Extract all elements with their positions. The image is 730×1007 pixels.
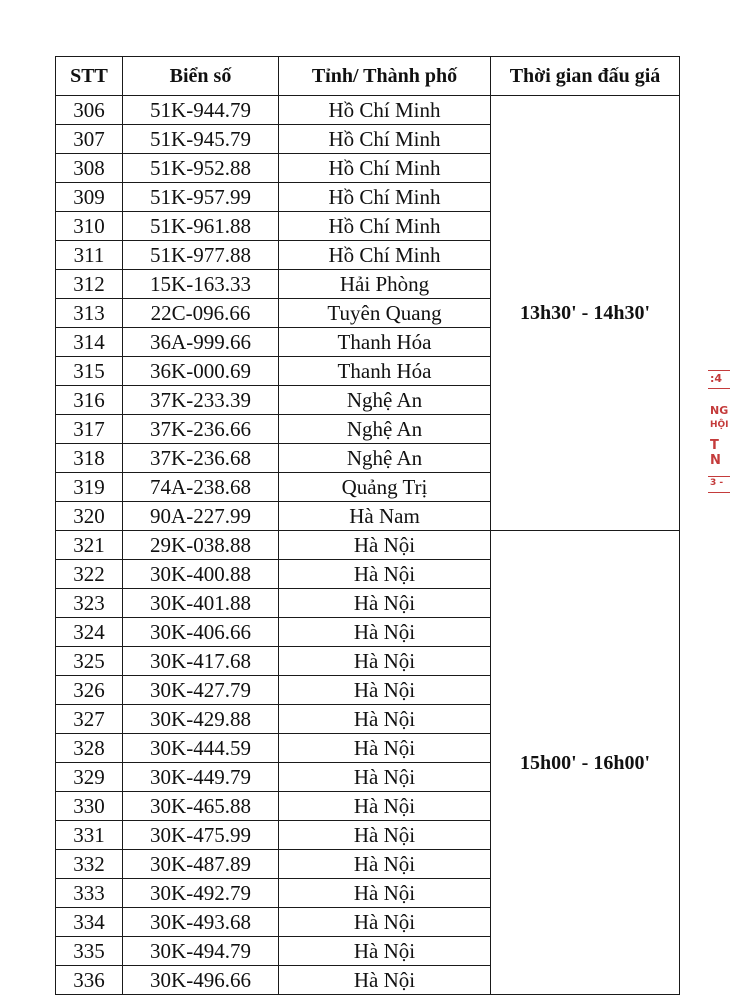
plate-cell: 30K-449.79 [123, 763, 279, 792]
stt-cell: 309 [56, 183, 123, 212]
stt-cell: 335 [56, 937, 123, 966]
plate-cell: 30K-494.79 [123, 937, 279, 966]
stamp-text-3: HỘI [710, 420, 729, 430]
table-row [56, 531, 680, 560]
stt-cell: 316 [56, 386, 123, 415]
province-cell: Hà Nội [279, 531, 491, 560]
plate-cell: 29K-038.88 [123, 531, 279, 560]
plate-cell: 22C-096.66 [123, 299, 279, 328]
plate-cell: 30K-492.79 [123, 879, 279, 908]
plate-cell: 51K-952.88 [123, 154, 279, 183]
province-cell: Hồ Chí Minh [279, 212, 491, 241]
stamp-text-4: T N [710, 438, 721, 468]
stt-cell: 336 [56, 966, 123, 995]
stt-cell: 313 [56, 299, 123, 328]
province-cell: Quảng Trị [279, 473, 491, 502]
stt-cell: 315 [56, 357, 123, 386]
table-body [56, 96, 680, 995]
plate-cell: 51K-944.79 [123, 96, 279, 125]
plate-cell: 30K-400.88 [123, 560, 279, 589]
province-cell: Hà Nội [279, 560, 491, 589]
header-plate: Biển số [123, 57, 279, 96]
province-cell: Hà Nội [279, 763, 491, 792]
province-cell: Hà Nội [279, 647, 491, 676]
plate-cell: 37K-236.68 [123, 444, 279, 473]
plate-cell: 51K-961.88 [123, 212, 279, 241]
auction-time-cell: 13h30' - 14h30' [491, 96, 680, 531]
province-cell: Hà Nội [279, 734, 491, 763]
stt-cell: 320 [56, 502, 123, 531]
stamp-text-2: NG [710, 404, 729, 417]
province-cell: Hà Nội [279, 618, 491, 647]
plate-cell: 15K-163.33 [123, 270, 279, 299]
province-cell: Hà Nội [279, 705, 491, 734]
plate-cell: 51K-957.99 [123, 183, 279, 212]
plate-cell: 30K-429.88 [123, 705, 279, 734]
stt-cell: 333 [56, 879, 123, 908]
plate-cell: 30K-427.79 [123, 676, 279, 705]
province-cell: Thanh Hóa [279, 357, 491, 386]
stamp-text-1: :4 [710, 372, 723, 385]
stt-cell: 321 [56, 531, 123, 560]
stt-cell: 310 [56, 212, 123, 241]
province-cell: Hồ Chí Minh [279, 183, 491, 212]
province-cell: Nghệ An [279, 386, 491, 415]
province-cell: Nghệ An [279, 444, 491, 473]
plate-cell: 30K-493.68 [123, 908, 279, 937]
header-stt: STT [56, 57, 123, 96]
plate-cell: 51K-977.88 [123, 241, 279, 270]
plate-cell: 37K-236.66 [123, 415, 279, 444]
stt-cell: 329 [56, 763, 123, 792]
stt-cell: 334 [56, 908, 123, 937]
stt-cell: 319 [56, 473, 123, 502]
stt-cell: 328 [56, 734, 123, 763]
province-cell: Hà Nội [279, 792, 491, 821]
stt-cell: 312 [56, 270, 123, 299]
province-cell: Hà Nội [279, 589, 491, 618]
stt-cell: 327 [56, 705, 123, 734]
province-cell: Hà Nội [279, 937, 491, 966]
plate-cell: 30K-475.99 [123, 821, 279, 850]
plate-cell: 30K-444.59 [123, 734, 279, 763]
province-cell: Thanh Hóa [279, 328, 491, 357]
stt-cell: 308 [56, 154, 123, 183]
plate-cell: 30K-496.66 [123, 966, 279, 995]
stt-cell: 311 [56, 241, 123, 270]
province-cell: Hà Nội [279, 821, 491, 850]
province-cell: Hà Nam [279, 502, 491, 531]
plate-cell: 30K-465.88 [123, 792, 279, 821]
province-cell: Hà Nội [279, 908, 491, 937]
plate-cell: 30K-487.89 [123, 850, 279, 879]
header-province: Tỉnh/ Thành phố [279, 57, 491, 96]
stt-cell: 323 [56, 589, 123, 618]
stt-cell: 318 [56, 444, 123, 473]
plate-cell: 90A-227.99 [123, 502, 279, 531]
stt-cell: 325 [56, 647, 123, 676]
stt-cell: 322 [56, 560, 123, 589]
province-cell: Hà Nội [279, 850, 491, 879]
stt-cell: 331 [56, 821, 123, 850]
plate-cell: 37K-233.39 [123, 386, 279, 415]
province-cell: Hà Nội [279, 879, 491, 908]
table-row [56, 96, 680, 125]
plate-cell: 30K-417.68 [123, 647, 279, 676]
province-cell: Hồ Chí Minh [279, 154, 491, 183]
stt-cell: 326 [56, 676, 123, 705]
auction-table [55, 56, 680, 995]
province-cell: Tuyên Quang [279, 299, 491, 328]
header-time: Thời gian đấu giá [491, 57, 680, 96]
province-cell: Hà Nội [279, 966, 491, 995]
province-cell: Hồ Chí Minh [279, 125, 491, 154]
plate-cell: 30K-406.66 [123, 618, 279, 647]
header-row [56, 57, 680, 96]
red-stamp-fragment [706, 368, 730, 498]
province-cell: Hải Phòng [279, 270, 491, 299]
auction-time-cell: 15h00' - 16h00' [491, 531, 680, 995]
stamp-text-5: 3 - [710, 478, 724, 488]
province-cell: Hồ Chí Minh [279, 96, 491, 125]
plate-cell: 30K-401.88 [123, 589, 279, 618]
stt-cell: 330 [56, 792, 123, 821]
plate-cell: 36K-000.69 [123, 357, 279, 386]
province-cell: Hồ Chí Minh [279, 241, 491, 270]
stt-cell: 317 [56, 415, 123, 444]
stt-cell: 324 [56, 618, 123, 647]
plate-cell: 51K-945.79 [123, 125, 279, 154]
province-cell: Hà Nội [279, 676, 491, 705]
province-cell: Nghệ An [279, 415, 491, 444]
stt-cell: 306 [56, 96, 123, 125]
stt-cell: 314 [56, 328, 123, 357]
plate-cell: 74A-238.68 [123, 473, 279, 502]
stt-cell: 307 [56, 125, 123, 154]
stt-cell: 332 [56, 850, 123, 879]
plate-cell: 36A-999.66 [123, 328, 279, 357]
